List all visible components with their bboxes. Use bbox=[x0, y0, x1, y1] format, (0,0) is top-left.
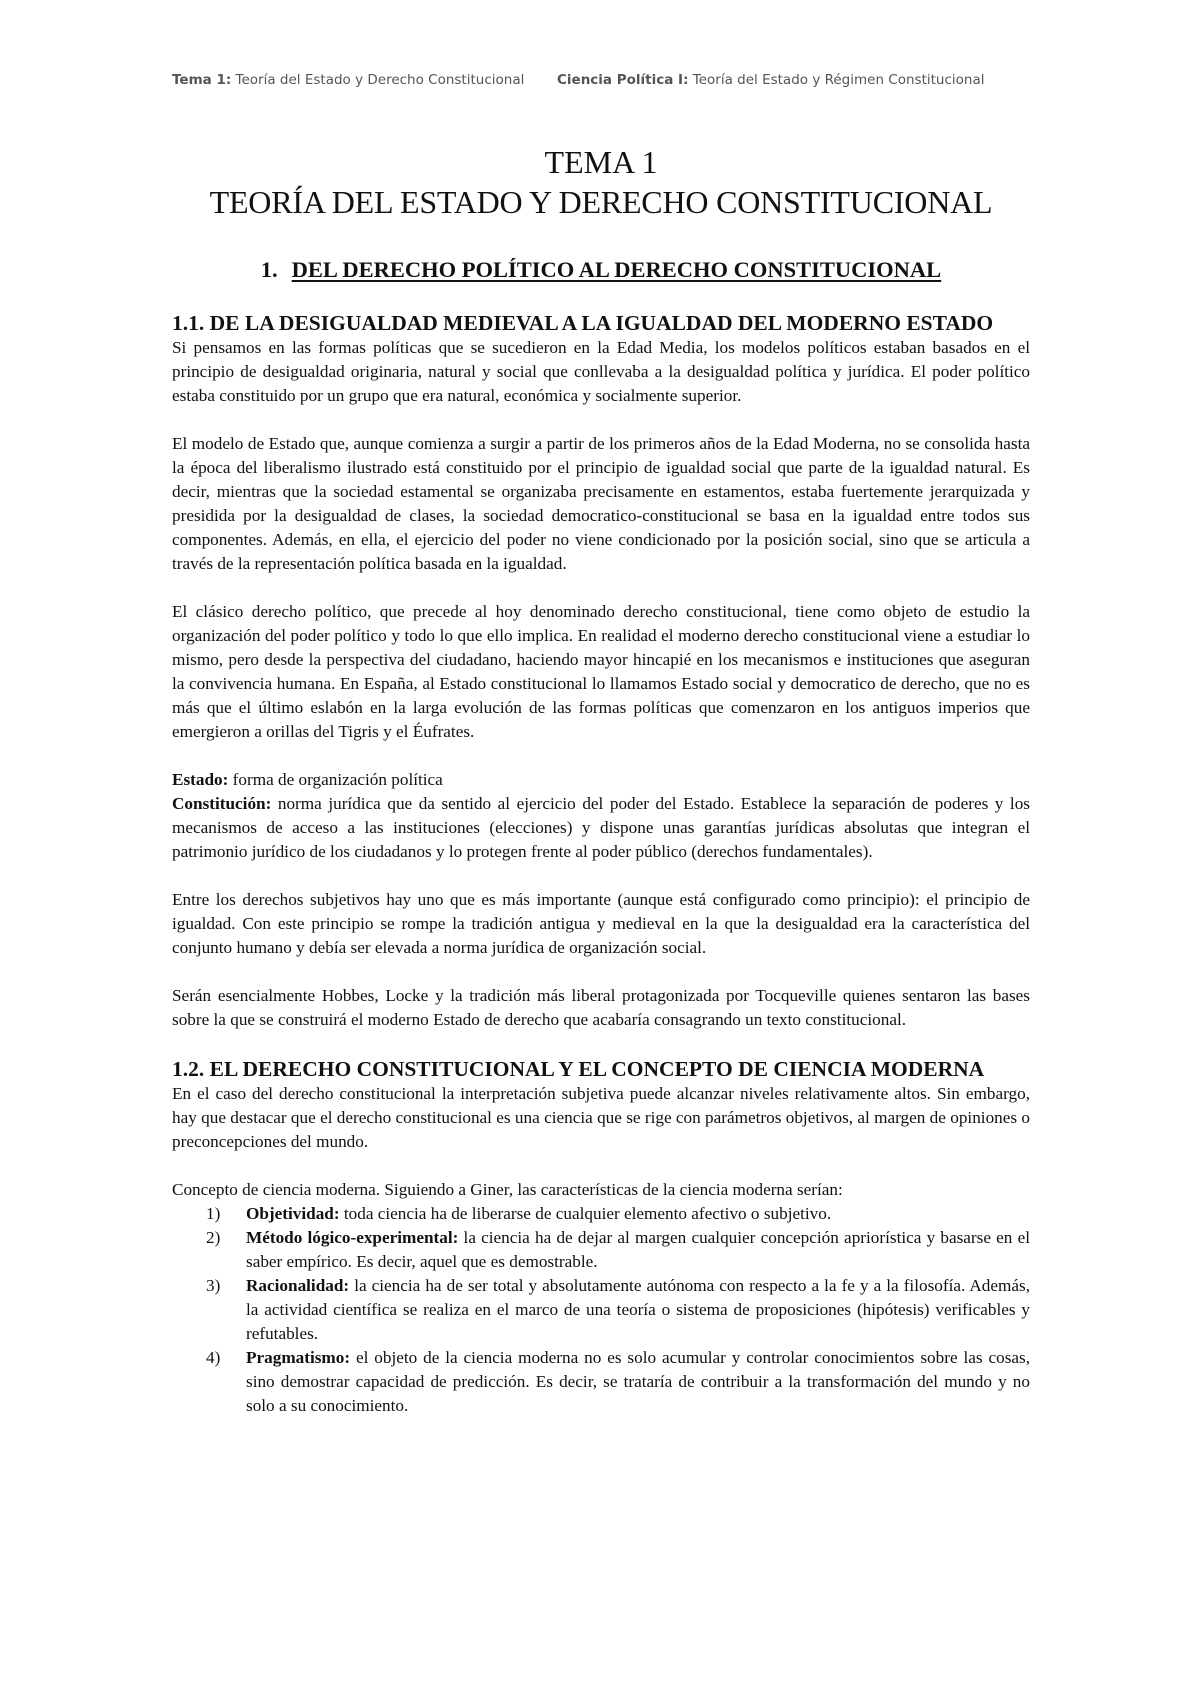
list-item-text: la ciencia ha de dejar al margen cualquier concepción apriorística y basarse en el saber empírico. Es decir, aquel que es demostrable. bbox=[246, 1228, 1030, 1271]
definition-estado bbox=[172, 768, 1030, 792]
list-marker: 1) bbox=[206, 1204, 221, 1223]
list-item-term: Pragmatismo: bbox=[246, 1348, 351, 1367]
list-item bbox=[172, 1274, 1030, 1346]
list-item-text: el objeto de la ciencia moderna no es solo acumular y controlar conocimientos sobre las cosas, sino demostrar capacidad de predicción. Es decir, se trataría de contribuir a la transformación del mundo y no solo a su conocimiento. bbox=[246, 1348, 1030, 1415]
paragraph: Entre los derechos subjetivos hay uno que es más importante (aunque está configurado como principio): el principio de igualdad. Con este principio se rompe la tradición antigua y medieval en la que la desigualdad era la característica del conjunto humano y debía ser elevada a norma jurídica de organización social. bbox=[172, 890, 1030, 957]
list-item-term: Método lógico-experimental: bbox=[246, 1228, 459, 1247]
paragraph: Si pensamos en las formas políticas que se sucedieron en la Edad Media, los modelos políticos estaban basados en el principio de desigualdad originaria, natural y social que conllevaba a la desigualdad política y jurídica. El poder político estaba constituido por un grupo que era natural, económica y socialmente superior. bbox=[172, 338, 1030, 405]
definition-constitucion bbox=[172, 792, 1030, 864]
definition-term: Estado: bbox=[172, 770, 229, 789]
paragraph: En el caso del derecho constitucional la interpretación subjetiva puede alcanzar niveles relativamente altos. Sin embargo, hay que destacar que el derecho constitucional es una ciencia que se rige con parámetros objetivos, al margen de opiniones o preconcepciones del mundo. bbox=[172, 1084, 1030, 1151]
document-title-line-1: TEMA 1 bbox=[544, 144, 658, 180]
section-1-title: DEL DERECHO POLÍTICO AL DERECHO CONSTITUCIONAL bbox=[291, 257, 942, 282]
list-marker: 4) bbox=[206, 1348, 221, 1367]
definition-text: norma jurídica que da sentido al ejercicio del poder del Estado. Establece la separación de poderes y los mecanismos de acceso a las instituciones (elecciones) y dispone unas garantías jurídicas absolutas que integran el patrimonio jurídico de los ciudadanos y lo protegen frente al poder público (derechos fundamentales). bbox=[172, 794, 1030, 861]
list-item-term: Objetividad: bbox=[246, 1204, 340, 1223]
definition-text: forma de organización política bbox=[228, 770, 443, 789]
section-1-number: 1. bbox=[260, 257, 278, 282]
definition-term: Constitución: bbox=[172, 794, 272, 813]
paragraph: El modelo de Estado que, aunque comienza a surgir a partir de los primeros años de la Edad Moderna, no se consolida hasta la época del liberalismo ilustrado está constituido por el principio de igualdad social que parte de la igualdad natural. Es decir, mientras que la sociedad estamental se organizaba precisamente en estamentos, estaba fuertemente jerarquizada y presidida por la desigualdad de clases, la sociedad democratico-constitucional se basa en la igualdad entre todos sus componentes. Además, en ella, el ejercicio del poder no viene condicionado por la posición social, sino que se articula a través de la representación política basada en la igualdad. bbox=[172, 434, 1030, 573]
header-right-bold: Ciencia Política I: bbox=[557, 72, 689, 88]
list-item-term: Racionalidad: bbox=[246, 1276, 350, 1295]
subsection-1-2-heading: 1.2. EL DERECHO CONSTITUCIONAL Y EL CONCEPTO DE CIENCIA MODERNA bbox=[172, 1057, 985, 1081]
list-item-text: toda ciencia ha de liberarse de cualquier elemento afectivo o subjetivo. bbox=[339, 1204, 832, 1223]
section-1-heading bbox=[172, 256, 1030, 284]
header-left-bold: Tema 1: bbox=[172, 72, 232, 88]
header-left-rest: Teoría del Estado y Derecho Constitucional bbox=[231, 72, 525, 88]
document-body bbox=[172, 142, 1030, 1418]
list-marker: 2) bbox=[206, 1228, 221, 1247]
list-marker: 3) bbox=[206, 1276, 221, 1295]
header-right-rest: Teoría del Estado y Régimen Constitucional bbox=[688, 72, 985, 88]
document-title-line-2: TEORÍA DEL ESTADO Y DERECHO CONSTITUCIONAL bbox=[209, 184, 993, 220]
list-item bbox=[172, 1202, 1030, 1226]
subsection-1-1-heading: 1.1. DE LA DESIGUALDAD MEDIEVAL A LA IGUALDAD DEL MODERNO ESTADO bbox=[172, 311, 994, 335]
paragraph: Serán esencialmente Hobbes, Locke y la tradición más liberal protagonizada por Tocqueville quienes sentaron las bases sobre la que se construirá el moderno Estado de derecho que acabaría consagrando un texto constitucional. bbox=[172, 986, 1030, 1029]
paragraph: El clásico derecho político, que precede al hoy denominado derecho constitucional, tiene como objeto de estudio la organización del poder político y todo lo que ello implica. En realidad el moderno derecho constitucional viene a estudiar lo mismo, pero desde la perspectiva del ciudadano, haciendo mayor hincapié en los mecanismos e instituciones que aseguran la convivencia humana. En España, al Estado constitucional lo llamamos Estado social y democratico de derecho, que no es más que el último eslabón en la larga evolución de las formas políticas que comenzaron en los antiguos imperios que emergieron a orillas del Tigris y el Éufrates. bbox=[172, 602, 1030, 741]
list-item bbox=[172, 1346, 1030, 1418]
title-block bbox=[172, 142, 1030, 222]
header-right bbox=[557, 72, 985, 88]
list-intro: Concepto de ciencia moderna. Siguiendo a Giner, las características de la ciencia moderna serían: bbox=[172, 1180, 843, 1199]
characteristics-list bbox=[172, 1202, 1030, 1418]
header-left bbox=[172, 72, 524, 88]
list-item bbox=[172, 1226, 1030, 1274]
list-item-text: la ciencia ha de ser total y absolutamente autónoma con respecto a la fe y a la filosofía. Además, la actividad científica se realiza en el marco de una teoría o sistema de proposiciones (hipótesis) verificables y refutables. bbox=[246, 1276, 1030, 1343]
